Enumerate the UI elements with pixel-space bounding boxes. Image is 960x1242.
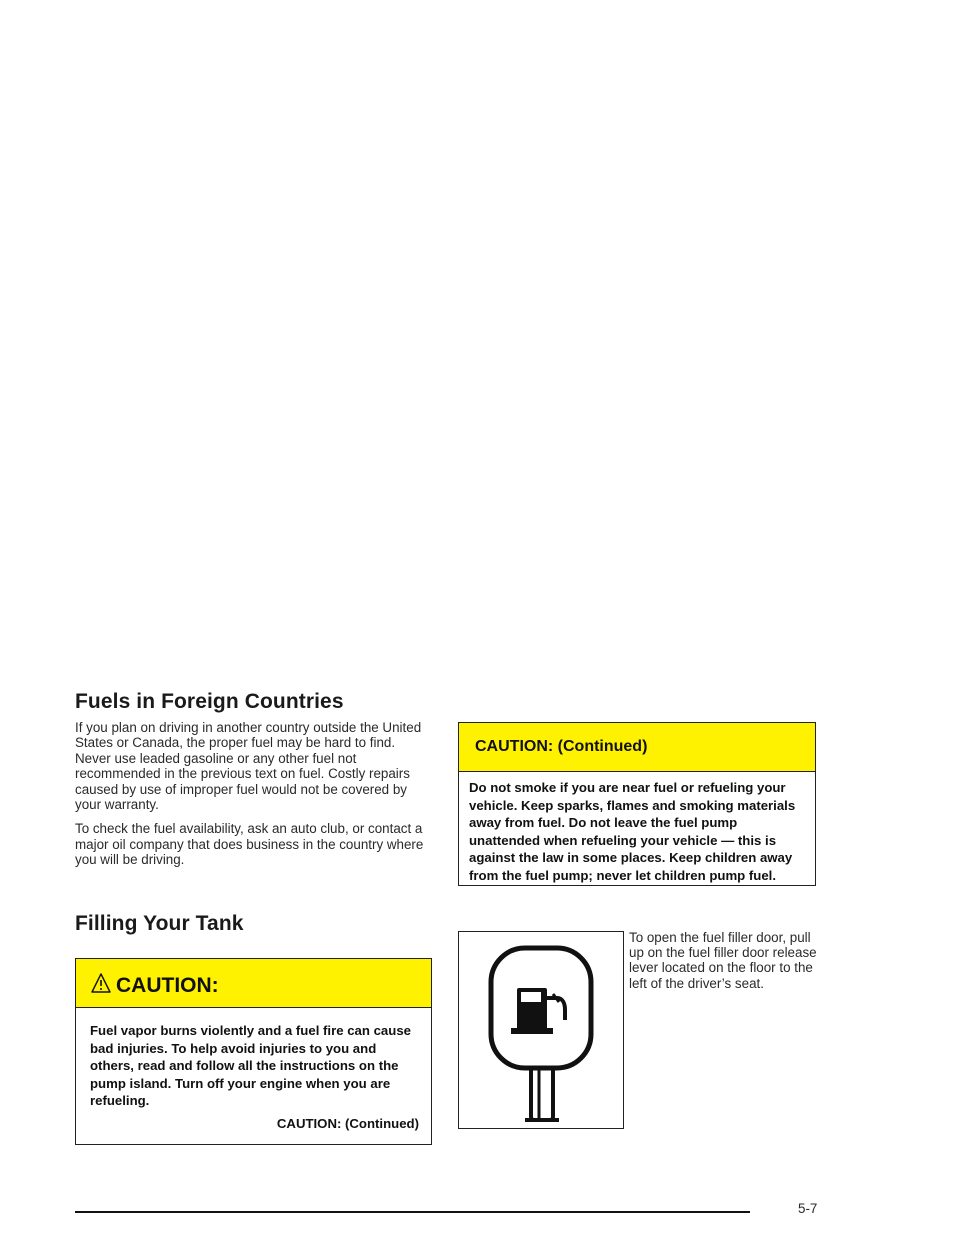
fuel-pump-lever-icon [459,932,623,1128]
caution-box-fuel-vapor [75,958,432,1145]
footer-rule [75,1211,750,1213]
left-column [75,690,432,1131]
page-number: 5-7 [798,1201,818,1216]
caution-header-continued [459,723,815,772]
foreign-fuels-paragraph-1: If you plan on driving in another country outside the United States or Canada, the proper fuel may be hard to find. Never use leaded gasoline or any other fuel not recommended in the previous text on fuel. Costly repairs caused by use of improper fuel would not be covered by your warranty. [75,720,422,813]
caution-body-continued: Do not smoke if you are near fuel or refueling your vehicle. Keep sparks, flames and smoking materials away from fuel. Do not leave the fuel pump unattended when refueling your vehicle — this is against the law in some places. Keep children away from the fuel pump; never let children pump fuel. [469,780,796,883]
caution-body [76,1008,431,1133]
section-title-foreign-fuels: Fuels in Foreign Countries [75,690,344,713]
warning-triangle-icon [90,972,112,996]
caution-box-continued [458,722,816,886]
caution-title-continued: CAUTION: (Continued) [475,738,648,755]
caution-header [76,959,431,1008]
caution-continued-note: CAUTION: (Continued) [276,1115,419,1131]
caution-text: Fuel vapor burns violently and a fuel fire can cause bad injuries. To help avoid injuries to you and others, read and follow all the instructions on the pump island. Turn off your engine when you are refueling. [90,1023,411,1109]
section-title-filling-tank: Filling Your Tank [75,912,244,935]
caution-title: CAUTION: [116,974,219,997]
foreign-fuels-paragraph-2: To check the fuel availability, ask an auto club, or contact a major oil company that does business in the country where you will be driving. [75,821,424,868]
figure-caption: To open the fuel filler door, pull up on the fuel filler door release lever located on the floor to the left of the driver’s seat. [629,930,817,991]
fuel-door-lever-figure [458,931,624,1129]
